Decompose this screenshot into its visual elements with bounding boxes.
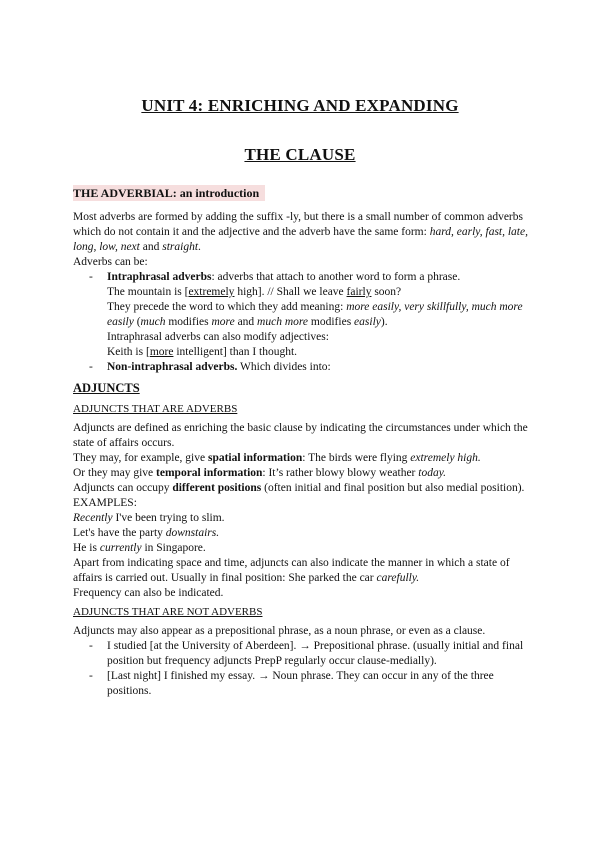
example-line: Intraphrasal adverbs can also modify adjectives: (107, 331, 329, 343)
adverbs-can-be: Adverbs can be: (73, 256, 148, 268)
example-line: Recently I've been trying to slim. (73, 512, 225, 524)
manner-paragraph: Apart from indicating space and time, adjuncts can also indicate the manner in which a state of affairs is carried out. Usually in final position: She parked the car carefully. (73, 557, 510, 584)
unit-title: UNIT 4: ENRICHING AND EXPANDING (141, 96, 459, 115)
bullet-noun-phrase: - [Last night] I finished my essay. → Noun phrase. They can occur in any of the three positions. (73, 669, 528, 699)
highlighted-heading: THE ADVERBIAL: an introduction (73, 185, 265, 201)
bullet-prepositional: - I studied [at the University of Aberdeen]. → Prepositional phrase. (usually initial and final position but frequency adjuncts PrepP regularly occur clause-medially). (73, 639, 528, 669)
spatial-info-line: They may, for example, give spatial information: The birds were flying extremely high. (73, 452, 481, 464)
example-line: They precede the word to which they add meaning: more easily, very skillfully, much more easily (much modifies more and much more modifies easily). (107, 301, 523, 328)
heading-adjuncts: ADJUNCTS (73, 381, 140, 395)
bullet-non-intraphrasal: - Non-intraphrasal adverbs. Which divides into: (73, 360, 528, 375)
section-heading-adverbial (73, 186, 265, 201)
bullet-dash: - (89, 361, 93, 373)
frequency-line: Frequency can also be indicated. (73, 587, 224, 599)
bullet-dash: - (89, 670, 93, 682)
subheading-adjuncts-adverbs: ADJUNCTS THAT ARE ADVERBS (73, 403, 238, 415)
example-line: Let's have the party downstairs. (73, 527, 220, 539)
body-text (73, 210, 528, 699)
example-line: He is currently in Singapore. (73, 542, 206, 554)
positions-line: Adjuncts can occupy different positions (often initial and final position but also medial position). EXAMPLES: (73, 482, 525, 509)
example-line: Keith is [more intelligent] than I thought. (107, 346, 298, 358)
not-adverbs-intro: Adjuncts may also appear as a prepositional phrase, as a noun phrase, or even as a clause. (73, 625, 486, 637)
adjuncts-definition: Adjuncts are defined as enriching the basic clause by indicating the circumstances under which the state of affairs occurs. (73, 422, 528, 449)
intro-paragraph: Most adverbs are formed by adding the suffix -ly, but there is a small number of common adverbs which do not contain it and the adjective and the adverb have the same form: hard, early, fast, late, long, low, next and straight. (73, 211, 528, 253)
subheading-adjuncts-not-adverbs: ADJUNCTS THAT ARE NOT ADVERBS (73, 606, 263, 618)
bullet-dash: - (89, 640, 93, 652)
bullet-intraphrasal: - Intraphrasal adverbs: adverbs that attach to another word to form a phrase. (73, 270, 528, 285)
unit-subtitle: THE CLAUSE (244, 145, 356, 164)
bullet-dash: - (89, 271, 93, 283)
temporal-info-line: Or they may give temporal information: It’s rather blowy blowy weather today. (73, 467, 447, 479)
example-line: The mountain is [extremely high]. // Shall we leave fairly soon? (107, 286, 402, 298)
